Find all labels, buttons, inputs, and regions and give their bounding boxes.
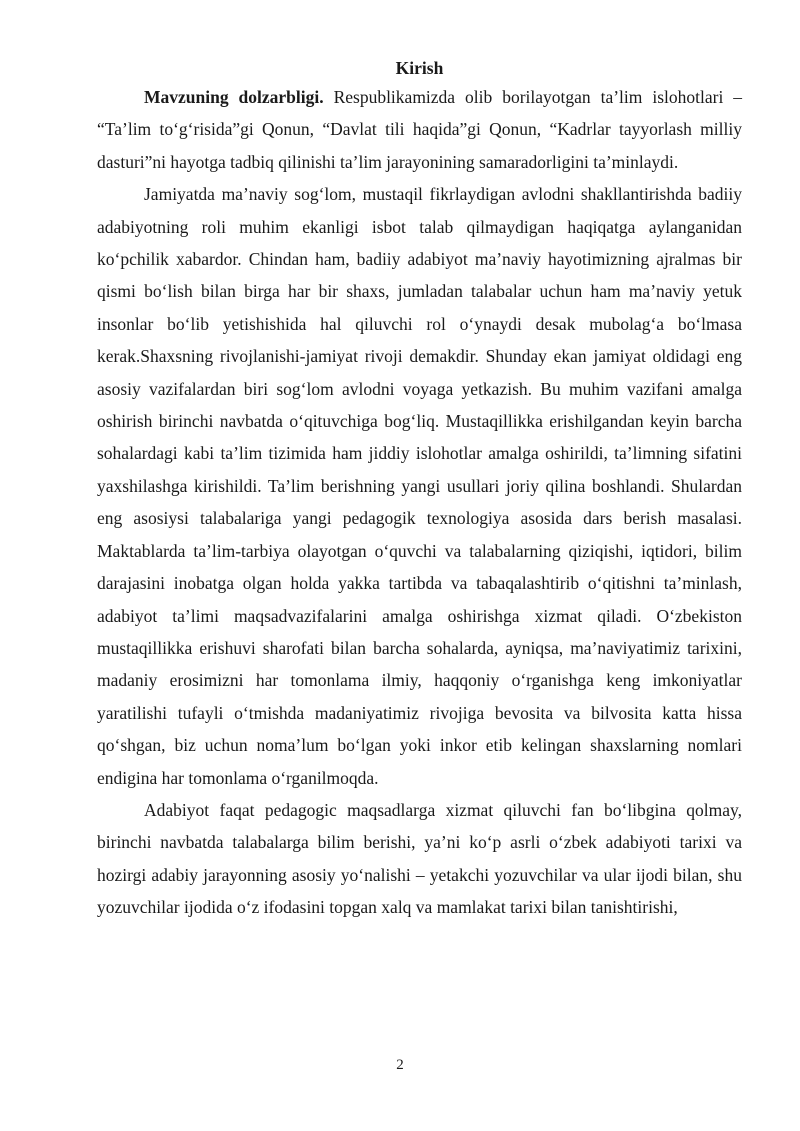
- paragraph-text: Jamiyatda ma’naviy sog‘lom, mustaqil fikrlaydigan avlodni shakllantirishda badiiy adabiyotning roli muhim ekanligi isbot talab qilmaydigan haqiqatga aylanganidan ko‘pchilik xabardor. Chindan ham, badiiy adabiyot ma’naviy hayotimizning ajralmas bir qismi bo‘lish bilan birga har bir shaxs, jumladan talabalar uchun ham ma’naviy yetuk insonlar bo‘lib yetishishida hal qiluvchi rol o‘ynaydi desak mubolag‘a bo‘lmasa kerak.Shaxsning rivojlanishi-jamiyat rivoji demakdir. Shunday ekan jamiyat oldidagi eng asosiy vazifalardan biri sog‘lom avlodni voyaga yetkazish. Bu muhim vazifani amalga oshirish birinchi navbatda o‘qituvchiga bog‘liq. Mustaqillikka erishilgandan keyin barcha sohalardagi kabi ta’lim tizimida ham jiddiy islohotlar amalga oshirildi, ta’limning sifatini yaxshilashga kirishildi. Ta’lim berishning yangi usullari joriy qilina boshlandi. Shulardan eng asosiysi talabalariga yangi pedagogik texnologiya asosida dars berish masalasi. Maktablarda ta’lim-tarbiya olayotgan o‘quvchi va talabalarning qiziqishi, iqtidori, bilim darajasini inobatga olgan holda yakka tartibda va tabaqalashtirib o‘qitishni ta’minlash, adabiyot ta’limi maqsadvazifalarini amalga oshirishga xizmat qiladi. O‘zbekiston mustaqillikka erishuvi sharofati bilan barcha sohalarda, ayniqsa, ma’naviyatimiz tarixini, madaniy erosimizni har tomonlama ilmiy, haqqoniy o‘rganishga keng imkoniyatlar yaratilishi tufayli o‘tmishda madaniyatimiz rivojiga bevosita va bilvosita katta hissa qo‘shgan, biz uchun noma’lum bo‘lgan yoki inkor etib kelingan shaxslarning nomlari endigina har tomonlama o‘rganilmoqda.: [97, 184, 742, 788]
- section-title: Kirish: [395, 58, 444, 78]
- paragraph-literature: [97, 794, 742, 924]
- paragraph-text: Adabiyot faqat pedagogic maqsadlarga xizmat qiluvchi fan bo‘libgina qolmay, birinchi navbatda talabalarga bilim berishi, ya’ni ko‘p asrli o‘zbek adabiyoti tarixi va hozirgi adabiy jarayonning asosiy yo‘nalishi – yetakchi yozuvchilar va ular ijodi bilan, shu yozuvchilar ijodida o‘z ifodasini topgan xalq va mamlakat tarixi bilan tanishtirishi,: [97, 799, 742, 918]
- document-page: [97, 56, 742, 924]
- paragraph-text: Respublikamizda olib borilayotgan ta’lim islohotlari – “Ta’lim to‘g‘risida”gi Qonun, “Davlat tili haqida”gi Qonun, “Kadrlar tayyorlash milliy dasturi”ni hayotga tadbiq qilinishi ta’lim jarayonining samaradorligini ta’minlaydi.: [97, 87, 742, 172]
- page-number: 2: [396, 1057, 404, 1073]
- paragraph-lead: Mavzuning dolzarbligi.: [144, 87, 324, 107]
- paragraph-society: [97, 178, 742, 794]
- paragraph-relevance: [97, 81, 742, 178]
